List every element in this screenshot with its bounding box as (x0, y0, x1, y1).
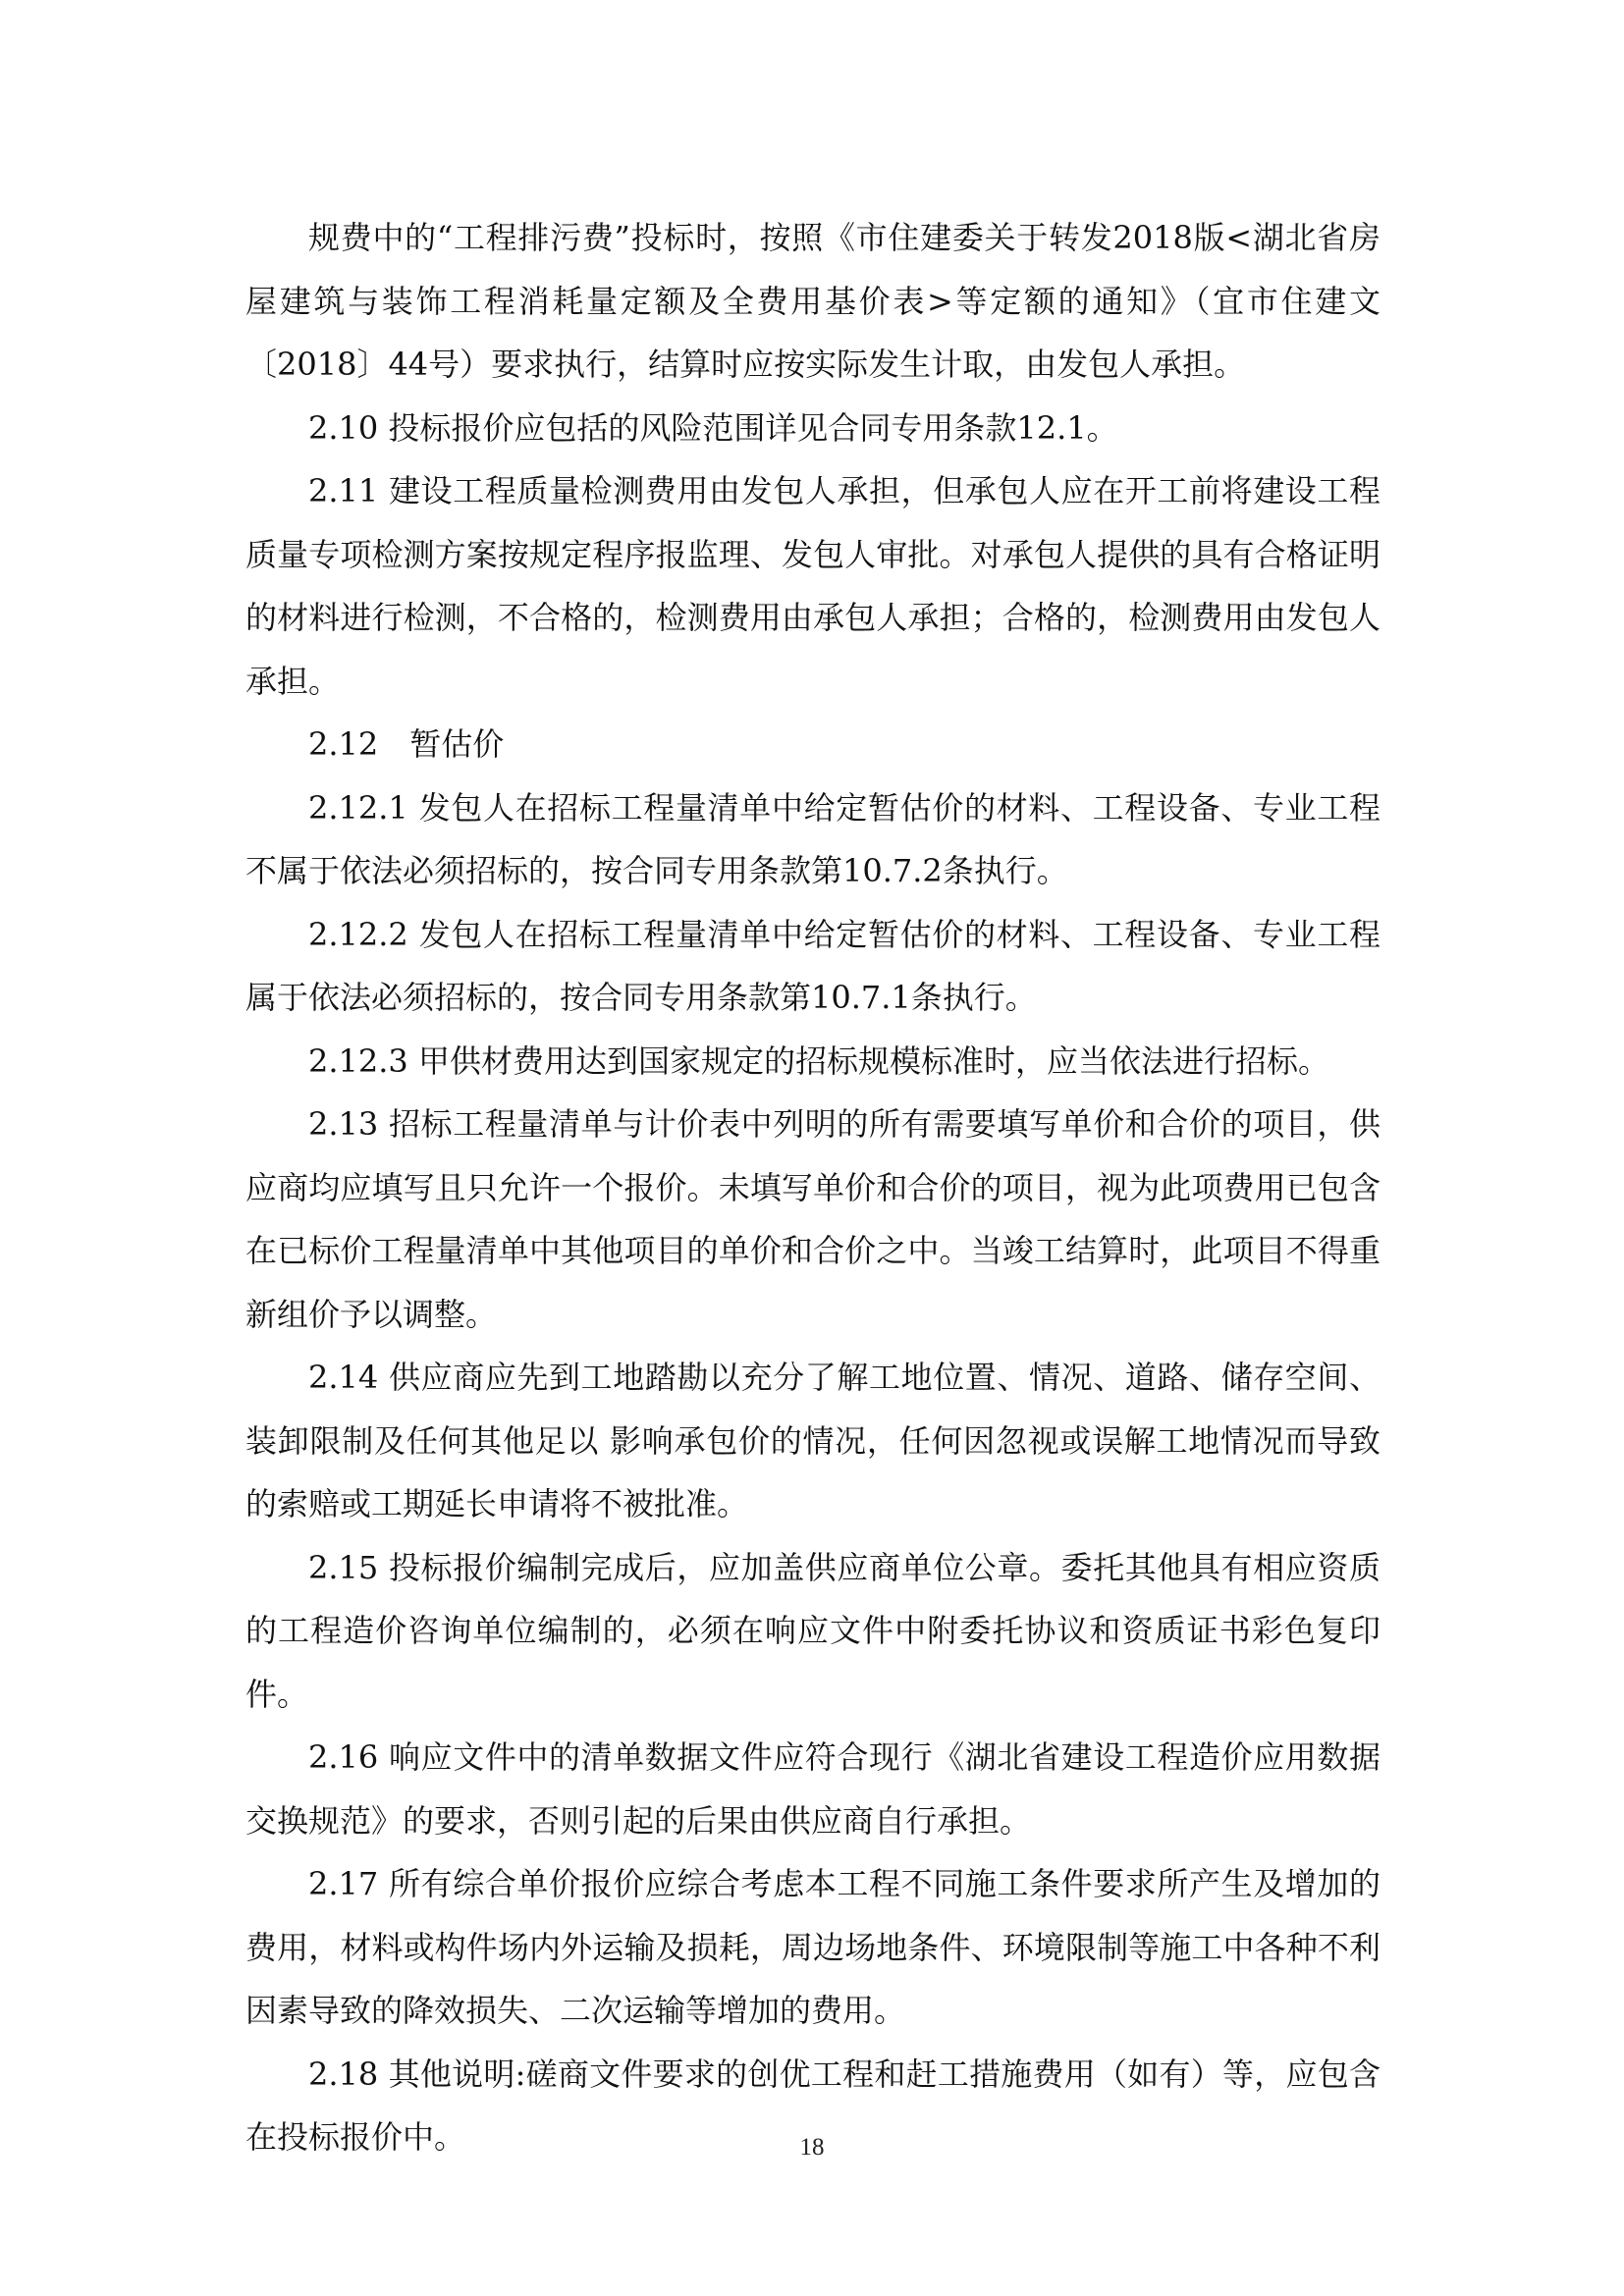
paragraph-2-18: 2.18 其他说明:磋商文件要求的创优工程和赶工措施费用（如有）等，应包含在投标报价中。 (245, 2055, 1380, 2156)
paragraph-pollution-fee: 规费中的“工程排污费”投标时，按照《市住建委关于转发2018版<湖北省房屋建筑与装饰工程消耗量定额及全费用基价表>等定额的通知》（宜市住建文〔2018〕44号）要求执行，结算时应按实际发生计取，由发包人承担。 (245, 219, 1380, 383)
paragraph-2-12-heading: 2.12 暂估价 (308, 725, 505, 763)
paragraph-2-16: 2.16 响应文件中的清单数据文件应符合现行《湖北省建设工程造价应用数据交换规范》的要求，否则引起的后果由供应商自行承担。 (245, 1738, 1380, 1840)
paragraph-2-13: 2.13 招标工程量清单与计价表中列明的所有需要填写单价和合价的项目，供应商均应填写且只允许一个报价。未填写单价和合价的项目，视为此项费用已包含在已标价工程量清单中其他项目的单价和合价之中。当竣工结算时，此项目不得重新组价予以调整。 (245, 1105, 1380, 1333)
paragraph-2-12-3: 2.12.3 甲供材费用达到国家规定的招标规模标准时，应当依法进行招标。 (308, 1041, 1329, 1080)
paragraph-2-14: 2.14 供应商应先到工地踏勘以充分了解工地位置、情况、道路、储存空间、装卸限制及任何其他足以 影响承包价的情况，任何因忽视或误解工地情况而导致的索赔或工期延长申请将不被批准。 (245, 1359, 1380, 1522)
paragraph-2-12-2: 2.12.2 发包人在招标工程量清单中给定暂估价的材料、工程设备、专业工程属于依法必须招标的，按合同专用条款第10.7.1条执行。 (245, 915, 1380, 1016)
paragraph-2-11: 2.11 建设工程质量检测费用由发包人承担，但承包人应在开工前将建设工程质量专项检测方案按规定程序报监理、发包人审批。对承包人提供的具有合格证明的材料进行检测，不合格的，检测费用由承包人承担；合格的，检测费用由发包人承担。 (245, 472, 1380, 700)
page-number: 18 (799, 2134, 825, 2161)
paragraph-2-17: 2.17 所有综合单价报价应综合考虑本工程不同施工条件要求所产生及增加的费用，材料或构件场内外运输及损耗，周边场地条件、环境限制等施工中各种不利因素导致的降效损失、二次运输等增加的费用。 (245, 1865, 1380, 2029)
document-body (245, 206, 1380, 2169)
paragraph-2-15: 2.15 投标报价编制完成后，应加盖供应商单位公章。委托其他具有相应资质的工程造价咨询单位编制的，必须在响应文件中附委托协议和资质证书彩色复印件。 (245, 1548, 1380, 1713)
paragraph-2-10: 2.10 投标报价应包括的风险范围详见合同专用条款12.1。 (308, 408, 1118, 447)
paragraph-2-12-1: 2.12.1 发包人在招标工程量清单中给定暂估价的材料、工程设备、专业工程不属于依法必须招标的，按合同专用条款第10.7.2条执行。 (245, 788, 1380, 889)
